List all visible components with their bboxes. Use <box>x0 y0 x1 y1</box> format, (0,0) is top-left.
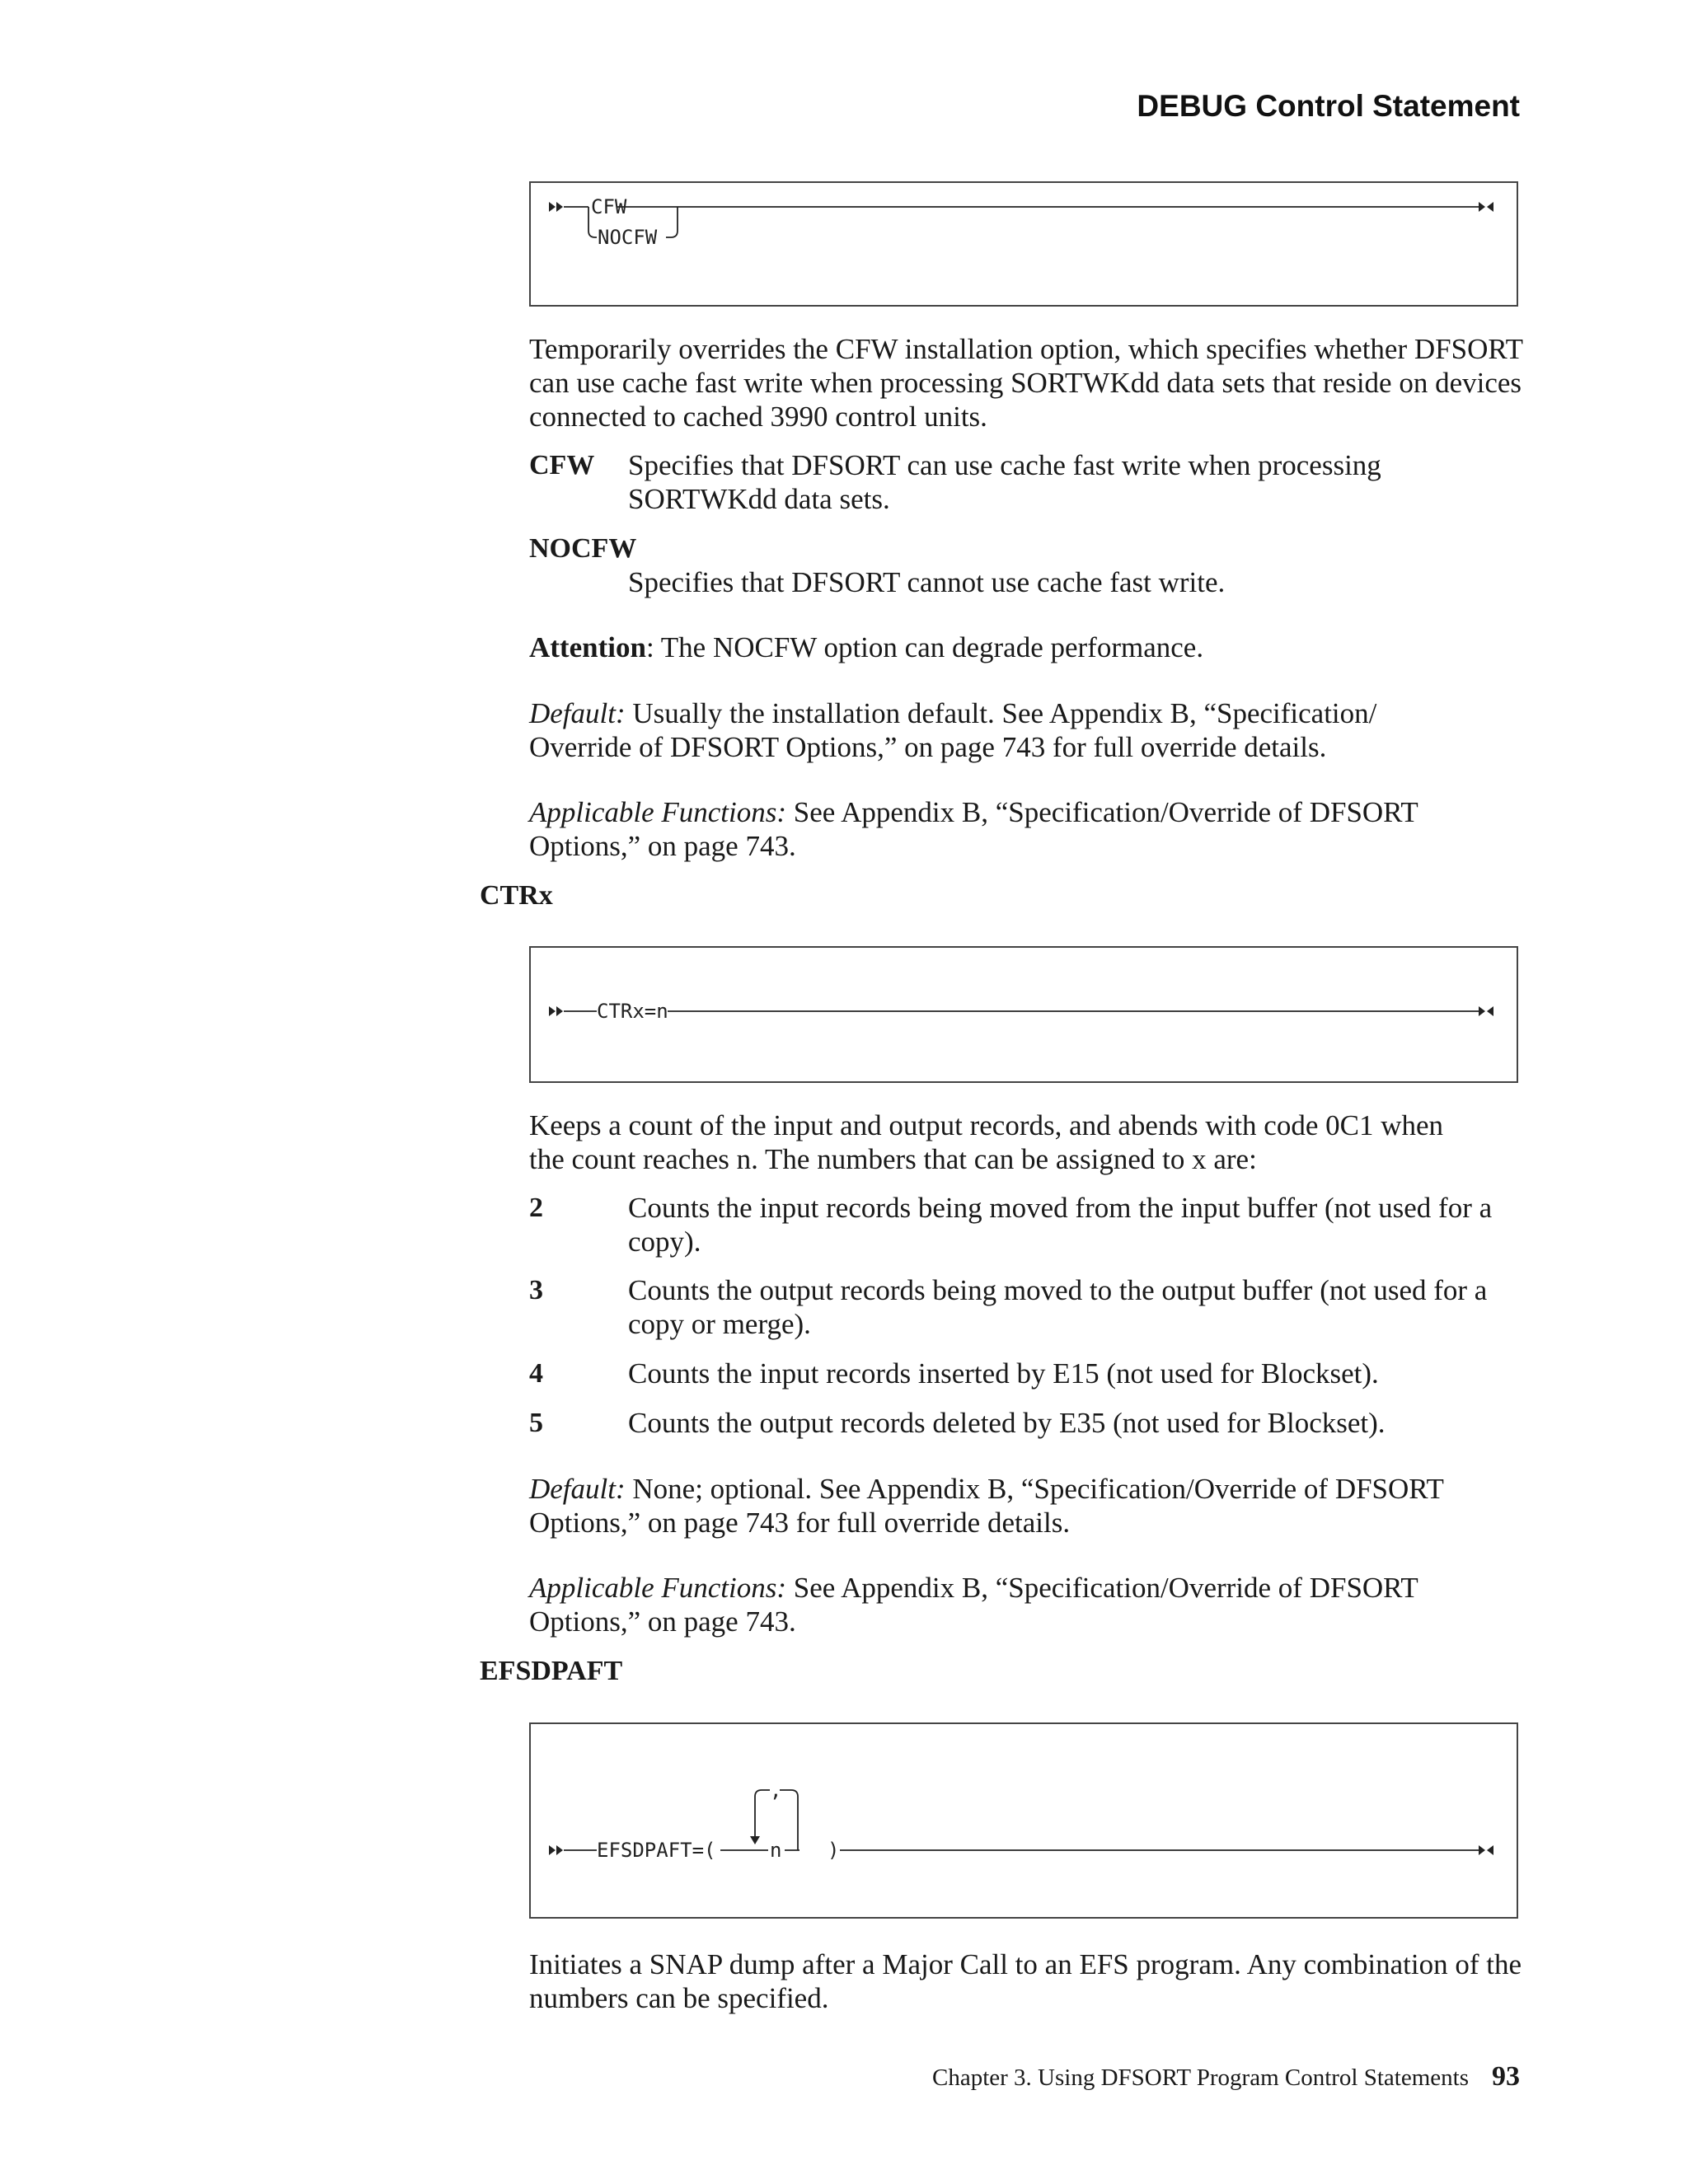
cfw-syntax-diagram <box>529 181 1518 307</box>
section-heading-efsdpaft: EFSDPAFT <box>480 1656 623 1686</box>
attention-note <box>529 630 1535 664</box>
nocfw-term: NOCFW <box>529 533 637 564</box>
cfw-term: CFW <box>529 450 595 480</box>
cfw-option: CFW <box>591 195 627 218</box>
footer-chapter: Chapter 3. Using DFSORT Program Control Statements <box>931 2064 1469 2091</box>
nocfw-option: NOCFW <box>598 226 658 249</box>
default-label: Default: <box>529 697 626 729</box>
cfw-applicable-functions <box>529 795 1461 863</box>
ctrx-definition-5: Counts the output records deleted by E35 (not used for Blockset). <box>628 1407 1386 1439</box>
functions-text: See Appendix B, “Specification/Override of DFSORT Options,” on page 743. <box>529 1572 1418 1638</box>
ctrx-default <box>529 1472 1493 1540</box>
cfw-default <box>529 696 1444 764</box>
efsdpaft-intro: Initiates a SNAP dump after a Major Call to an EFS program. Any combination of the numbers can be specified. <box>529 1948 1522 2014</box>
ctrx-term-2: 2 <box>529 1193 543 1223</box>
ctrx-definition-4: Counts the input records inserted by E15 (not used for Blockset). <box>628 1357 1379 1390</box>
ctrx-term-4: 4 <box>529 1358 543 1389</box>
attention-label: Attention <box>529 631 646 663</box>
ctrx-term-3: 3 <box>529 1275 543 1305</box>
cfw-railroad <box>531 183 1517 305</box>
default-text: Usually the installation default. See Appendix B, “Specification/ Override of DFSORT Options,” on page 743 for full override details. <box>529 697 1377 763</box>
cfw-intro: Temporarily overrides the CFW installation option, which specifies whether DFSORT can use cache fast write when processing SORTWKdd data sets that reside on devices connected to cached 3990 control units. <box>529 333 1523 433</box>
ctrx-term-5: 5 <box>529 1408 543 1438</box>
default-label: Default: <box>529 1473 626 1505</box>
efsdpaft-syntax-diagram <box>529 1722 1518 1919</box>
page-footer <box>932 2060 1520 2094</box>
page-number: 93 <box>1492 2061 1520 2092</box>
ctrx-syntax: CTRx=n <box>597 1000 668 1023</box>
ctrx-applicable-functions <box>529 1571 1461 1638</box>
efsdpaft-keyword: EFSDPAFT=( <box>597 1839 716 1862</box>
cfw-definition: Specifies that DFSORT can use cache fast write when processing SORTWKdd data sets. <box>628 449 1381 515</box>
attention-text: : The NOCFW option can degrade performance. <box>645 631 1204 663</box>
ctrx-definition-2: Counts the input records being moved from the input buffer (not used for a copy). <box>628 1192 1493 1258</box>
efsdpaft-railroad <box>531 1724 1517 1917</box>
ctrx-syntax-diagram <box>529 946 1518 1083</box>
ctrx-railroad <box>531 948 1517 1081</box>
section-heading-ctrx: CTRx <box>480 880 553 911</box>
functions-label: Applicable Functions: <box>529 796 787 828</box>
default-text: None; optional. See Appendix B, “Specification/Override of DFSORT Options,” on page 743 for full override details. <box>529 1473 1444 1539</box>
efsdpaft-close-paren: ) <box>828 1839 840 1862</box>
page-title: DEBUG Control Statement <box>1137 89 1520 123</box>
functions-label: Applicable Functions: <box>529 1572 787 1604</box>
efsdpaft-value: n <box>770 1839 782 1862</box>
ctrx-definition-3: Counts the output records being moved to the output buffer (not used for a copy or merge). <box>628 1274 1488 1340</box>
nocfw-definition: Specifies that DFSORT cannot use cache fast write. <box>628 566 1226 598</box>
repeat-separator: , <box>770 1779 782 1802</box>
ctrx-intro: Keeps a count of the input and output records, and abends with code 0C1 when the count reaches n. The numbers that can be assigned to x are: <box>529 1109 1444 1175</box>
functions-text: See Appendix B, “Specification/Override of DFSORT Options,” on page 743. <box>529 796 1418 862</box>
